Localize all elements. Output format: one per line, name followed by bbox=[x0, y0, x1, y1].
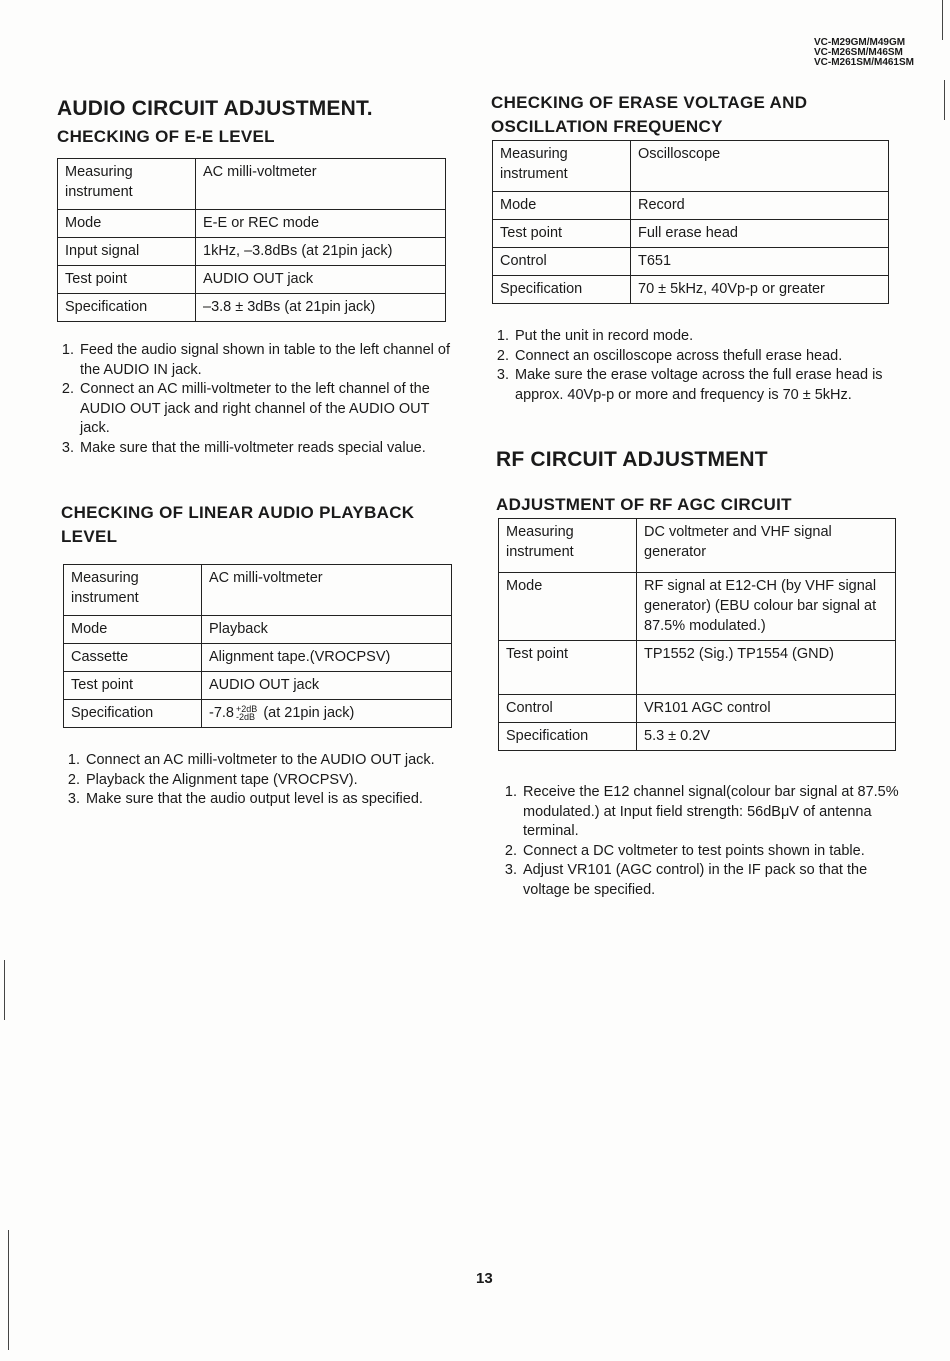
table-value: AC milli-voltmeter bbox=[202, 565, 452, 616]
table-key: Test point bbox=[493, 220, 631, 248]
linear-audio-title-line1: CHECKING OF LINEAR AUDIO PLAYBACK bbox=[61, 503, 415, 522]
table-row bbox=[64, 644, 452, 672]
list-item: 1. Put the unit in record mode. bbox=[513, 327, 908, 347]
spec-suffix: (at 21pin jack) bbox=[263, 705, 355, 721]
erase-title-line2: OSCILLATION FREQUENCY bbox=[491, 117, 723, 136]
table-key: Specification bbox=[499, 723, 637, 751]
table-row bbox=[499, 573, 896, 641]
table-key: Specification bbox=[493, 276, 631, 304]
table-key: Mode bbox=[499, 573, 637, 641]
linear-audio-title bbox=[61, 501, 414, 549]
rf-agc-title: ADJUSTMENT OF RF AGC CIRCUIT bbox=[496, 495, 792, 514]
table-key: Control bbox=[493, 248, 631, 276]
table-row bbox=[499, 641, 896, 695]
table-row bbox=[64, 616, 452, 644]
table-key: Measuring instrument bbox=[499, 519, 637, 573]
table-value: Alignment tape.(VROCPSV) bbox=[202, 644, 452, 672]
table-row bbox=[499, 519, 896, 573]
scan-edge-left bbox=[8, 1230, 9, 1350]
table-value: Oscilloscope bbox=[631, 141, 889, 192]
table-value: Record bbox=[631, 192, 889, 220]
erase-voltage-title bbox=[491, 91, 807, 139]
list-item: 2. Connect an AC milli-voltmeter to the left channel of the AUDIO OUT jack and right channel of the AUDIO OUT jack. bbox=[78, 380, 450, 439]
table-row bbox=[58, 238, 446, 266]
table-key: Specification bbox=[64, 700, 202, 728]
table-row bbox=[58, 210, 446, 238]
list-item: 2. Connect an oscilloscope across thefull erase head. bbox=[513, 347, 908, 367]
erase-title-line1: CHECKING OF ERASE VOLTAGE AND bbox=[491, 93, 808, 112]
ee-level-steps bbox=[60, 341, 450, 458]
table-key: Input signal bbox=[58, 238, 196, 266]
scan-edge-right bbox=[942, 0, 943, 40]
table-value: E-E or REC mode bbox=[196, 210, 446, 238]
table-value: Full erase head bbox=[631, 220, 889, 248]
table-key: Mode bbox=[64, 616, 202, 644]
table-key: Measuring instrument bbox=[493, 141, 631, 192]
table-row bbox=[64, 565, 452, 616]
table-key: Mode bbox=[493, 192, 631, 220]
list-item: 1. Connect an AC milli-voltmeter to the AUDIO OUT jack. bbox=[84, 751, 464, 771]
scan-edge-left bbox=[4, 960, 5, 1020]
table-key: Specification bbox=[58, 294, 196, 322]
rf-agc-table bbox=[498, 518, 896, 751]
table-row bbox=[58, 294, 446, 322]
table-value: RF signal at E12-CH (by VHF signal generator) (EBU colour bar signal at 87.5% modulated.) bbox=[637, 573, 896, 641]
model-code: VC-M261SM/M461SM bbox=[813, 57, 914, 68]
table-key: Cassette bbox=[64, 644, 202, 672]
table-value: Playback bbox=[202, 616, 452, 644]
linear-audio-title-line2: LEVEL bbox=[61, 527, 118, 546]
table-key: Mode bbox=[58, 210, 196, 238]
table-value: 70 ± 5kHz, 40Vp-p or greater bbox=[631, 276, 889, 304]
scan-edge-right bbox=[944, 80, 945, 120]
table-key: Test point bbox=[64, 672, 202, 700]
table-row bbox=[64, 700, 452, 728]
linear-audio-steps bbox=[66, 751, 464, 810]
list-item: 3. Adjust VR101 (AGC control) in the IF pack so that the voltage be specified. bbox=[521, 861, 916, 900]
list-item: 3. Make sure that the audio output level is as specified. bbox=[84, 790, 464, 810]
table-key: Test point bbox=[499, 641, 637, 695]
table-row bbox=[58, 159, 446, 210]
erase-voltage-table bbox=[492, 140, 889, 304]
table-row bbox=[499, 695, 896, 723]
table-value: T651 bbox=[631, 248, 889, 276]
list-item: 3. Make sure the erase voltage across the full erase head is approx. 40Vp-p or more and frequency is 70 ± 5kHz. bbox=[513, 366, 908, 405]
table-key: Measuring instrument bbox=[64, 565, 202, 616]
table-value: AUDIO OUT jack bbox=[196, 266, 446, 294]
list-item: 2. Connect a DC voltmeter to test points shown in table. bbox=[521, 842, 916, 862]
list-item: 1. Receive the E12 channel signal(colour bar signal at 87.5% modulated.) at Input field strength: 56dBμV of antenna terminal. bbox=[521, 783, 916, 842]
table-row bbox=[493, 141, 889, 192]
table-key: Test point bbox=[58, 266, 196, 294]
list-item: 2. Playback the Alignment tape (VROCPSV). bbox=[84, 771, 464, 791]
spec-value: -7.8 bbox=[209, 705, 234, 721]
spec-tolerance bbox=[236, 705, 257, 721]
table-row bbox=[64, 672, 452, 700]
table-key: Control bbox=[499, 695, 637, 723]
list-item: 1. Feed the audio signal shown in table to the left channel of the AUDIO IN jack. bbox=[78, 341, 450, 380]
table-row bbox=[493, 220, 889, 248]
model-codes bbox=[814, 38, 914, 68]
table-row bbox=[493, 248, 889, 276]
table-value: 5.3 ± 0.2V bbox=[637, 723, 896, 751]
table-value: 1kHz, –3.8dBs (at 21pin jack) bbox=[196, 238, 446, 266]
ee-level-table bbox=[57, 158, 446, 322]
model-code: VC-M26SM/M46SM bbox=[813, 47, 903, 58]
linear-audio-table bbox=[63, 564, 452, 728]
erase-voltage-steps bbox=[495, 327, 908, 405]
table-value: AC milli-voltmeter bbox=[196, 159, 446, 210]
spec-plus: +2dB bbox=[236, 704, 258, 715]
spec-minus: -2dB bbox=[236, 712, 256, 723]
rf-agc-steps bbox=[503, 783, 916, 900]
page-number: 13 bbox=[476, 1270, 493, 1287]
table-value bbox=[202, 700, 452, 728]
model-code: VC-M29GM/M49GM bbox=[813, 37, 906, 48]
table-value: VR101 AGC control bbox=[637, 695, 896, 723]
table-value: AUDIO OUT jack bbox=[202, 672, 452, 700]
table-key: Measuring instrument bbox=[58, 159, 196, 210]
table-row bbox=[499, 723, 896, 751]
list-item: 3. Make sure that the milli-voltmeter reads special value. bbox=[78, 439, 450, 459]
table-value: –3.8 ± 3dBs (at 21pin jack) bbox=[196, 294, 446, 322]
ee-level-title: CHECKING OF E-E LEVEL bbox=[57, 127, 275, 146]
audio-section-title: AUDIO CIRCUIT ADJUSTMENT. bbox=[57, 97, 373, 120]
table-value: DC voltmeter and VHF signal generator bbox=[637, 519, 896, 573]
rf-section-title: RF CIRCUIT ADJUSTMENT bbox=[496, 448, 768, 471]
table-row bbox=[58, 266, 446, 294]
table-value: TP1552 (Sig.) TP1554 (GND) bbox=[637, 641, 896, 695]
table-row bbox=[493, 276, 889, 304]
table-row bbox=[493, 192, 889, 220]
